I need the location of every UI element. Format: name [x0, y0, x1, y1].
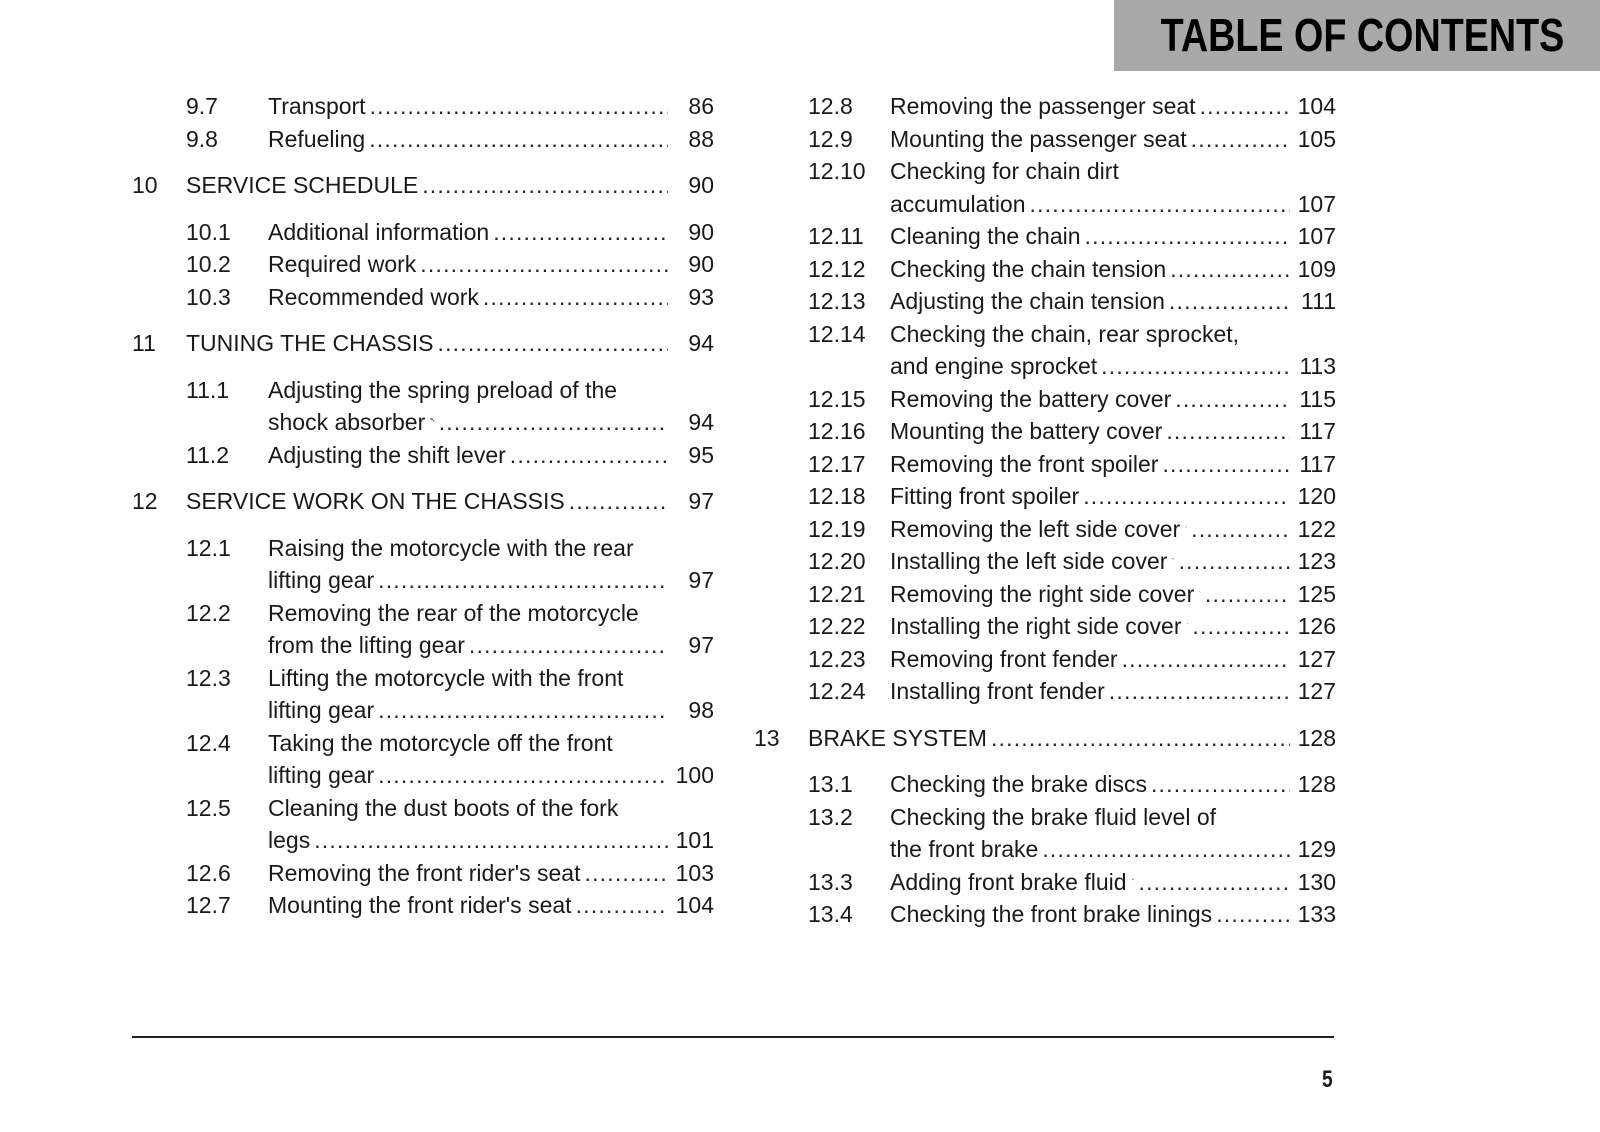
toc-section-entry[interactable]: [754, 610, 1336, 643]
entry-page-number[interactable]: 111: [1301, 288, 1336, 314]
wrench-icon: [1132, 870, 1135, 890]
entry-number: 9.8: [186, 125, 218, 152]
entry-title: Removing the passenger seat: [890, 93, 1196, 119]
toc-section-entry[interactable]: [754, 643, 1336, 676]
entry-title: Removing the left side cover: [890, 515, 1181, 542]
entry-page-number[interactable]: 101: [675, 827, 714, 853]
dot-leader: [1138, 866, 1290, 899]
entry-title: Checking the brake discs: [890, 771, 1147, 797]
dot-leader: [370, 90, 668, 123]
toc-left-column: [132, 90, 714, 922]
dot-leader: [1101, 350, 1290, 383]
entry-page-number[interactable]: 86: [688, 93, 714, 119]
entry-title: BRAKE SYSTEM: [808, 724, 987, 751]
entry-number: 12.20: [808, 548, 866, 574]
dot-leader: [438, 327, 669, 360]
dot-leader: [991, 722, 1290, 755]
entry-number: 12.4: [186, 729, 231, 756]
entry-page-number[interactable]: 126: [1297, 613, 1336, 639]
entry-title: lifting gear: [268, 567, 375, 593]
entry-number: 12.19: [808, 515, 866, 542]
entry-number: 12.23: [808, 645, 866, 672]
dot-leader: [576, 889, 668, 922]
entry-page-number[interactable]: 93: [688, 283, 714, 310]
toc-section-entry[interactable]: [132, 248, 714, 281]
entry-title: Refueling: [268, 125, 366, 152]
entry-title: Required work: [268, 251, 417, 277]
entry-number: 12.13: [808, 288, 866, 314]
dot-leader: [1030, 188, 1290, 221]
entry-number: 12.8: [808, 93, 853, 119]
entry-title: from the lifting gear: [268, 632, 465, 658]
dot-leader: [510, 439, 668, 472]
toc-section-entry[interactable]: [132, 216, 714, 249]
toc-section-entry[interactable]: [132, 123, 714, 156]
dot-leader: [469, 629, 668, 662]
toc-section-entry[interactable]: [754, 318, 1336, 383]
entry-title: Removing the front rider's seat: [268, 859, 581, 886]
entry-page-number[interactable]: 94: [688, 409, 714, 435]
entry-title: Mounting the front rider's seat: [268, 892, 572, 918]
entry-title: Adjusting the chain tension: [890, 288, 1165, 314]
dot-leader: [1205, 578, 1290, 611]
toc-section-entry[interactable]: [754, 675, 1336, 708]
entry-page-number[interactable]: 103: [675, 859, 714, 886]
entry-number: 11.1: [186, 376, 230, 403]
entry-page-number[interactable]: 133: [1297, 901, 1336, 927]
toc-section-entry[interactable]: [754, 220, 1336, 253]
entry-page-number[interactable]: 97: [688, 632, 714, 658]
entry-page-number[interactable]: 90: [688, 251, 714, 277]
entry-page-number[interactable]: 128: [1297, 724, 1336, 751]
entry-number: 12.12: [808, 255, 866, 282]
entry-title: Cleaning the chain: [890, 223, 1081, 249]
entry-page-number[interactable]: 90: [688, 218, 714, 245]
dot-leader: [439, 406, 668, 439]
toc-section-entry[interactable]: [132, 597, 714, 662]
entry-page-number[interactable]: 100: [675, 762, 714, 788]
dot-leader: [1191, 513, 1290, 546]
toc-section-entry[interactable]: [754, 415, 1336, 448]
entry-title: Checking the brake fluid level of: [890, 803, 1217, 830]
entry-title: Cleaning the dust boots of the fork: [268, 794, 619, 821]
dot-leader: [378, 694, 668, 727]
toc-section-entry[interactable]: [132, 857, 714, 890]
toc-section-entry[interactable]: [754, 253, 1336, 286]
entry-title: Raising the motorcycle with the rear: [268, 534, 634, 561]
entry-number: 12.10: [808, 158, 866, 184]
toc-section-entry[interactable]: [754, 155, 1336, 220]
entry-page-number[interactable]: 105: [1297, 125, 1336, 152]
entry-page-number[interactable]: 127: [1297, 678, 1336, 704]
entry-title: Checking the chain, rear sprocket,: [890, 320, 1240, 347]
entry-page-number[interactable]: 115: [1299, 385, 1336, 412]
toc-chapter-entry[interactable]: [132, 485, 714, 518]
entry-number: 12.5: [186, 794, 231, 821]
entry-number: 13.3: [808, 868, 853, 895]
entry-number: 9.7: [186, 93, 218, 119]
entry-title: lifting gear: [268, 697, 375, 723]
entry-title: Lifting the motorcycle with the front: [268, 664, 624, 691]
dot-leader: [1122, 643, 1290, 676]
entry-page-number[interactable]: 107: [1297, 190, 1336, 217]
entry-title: Transport: [268, 93, 366, 119]
entry-page-number[interactable]: 117: [1299, 450, 1336, 477]
entry-page-number[interactable]: 120: [1297, 483, 1336, 509]
wrench-icon: [430, 410, 434, 430]
entry-number: 10.1: [186, 218, 231, 245]
entry-page-number[interactable]: 123: [1297, 548, 1336, 574]
entry-number: 13.2: [808, 803, 853, 830]
entry-title: Checking for chain dirt: [890, 158, 1119, 184]
toc-section-entry[interactable]: [754, 545, 1336, 578]
header-band: [1114, 0, 1600, 71]
entry-page-number[interactable]: 90: [688, 172, 714, 198]
dot-leader: [1200, 90, 1290, 123]
toc-section-entry[interactable]: [754, 383, 1336, 416]
entry-number: 12.6: [186, 859, 231, 886]
dot-leader: [584, 857, 668, 890]
entry-title: Adjusting the shift lever: [268, 441, 506, 468]
entry-title: legs: [268, 827, 311, 853]
entry-title: Mounting the passenger seat: [890, 125, 1187, 152]
entry-number: 12.7: [186, 892, 231, 918]
entry-title: Installing the right side cover: [890, 613, 1182, 639]
entry-page-number[interactable]: 97: [688, 488, 714, 514]
dot-leader: [1109, 675, 1290, 708]
dot-leader: [1083, 480, 1290, 513]
entry-number: 12.24: [808, 678, 866, 704]
dot-leader: [369, 123, 668, 156]
dot-leader: [493, 216, 668, 249]
entry-number: 12: [132, 488, 158, 514]
toc-section-entry[interactable]: [754, 513, 1336, 546]
toc-right-column: [754, 90, 1336, 931]
toc-section-entry[interactable]: [754, 448, 1336, 481]
entry-title: Taking the motorcycle off the front: [268, 729, 613, 756]
entry-number: 12.11: [808, 223, 864, 249]
toc-section-entry[interactable]: [132, 792, 714, 857]
dot-leader: [1162, 448, 1290, 481]
toc-section-entry[interactable]: [132, 281, 714, 314]
dot-leader: [483, 281, 668, 314]
toc-section-entry[interactable]: [754, 578, 1336, 611]
entry-title: Adding front brake fluid: [890, 868, 1127, 895]
toc-section-entry[interactable]: [132, 532, 714, 597]
toc-chapter-entry[interactable]: [132, 169, 714, 202]
dot-leader: [1175, 383, 1290, 416]
entry-title: Removing the right side cover: [890, 580, 1195, 607]
dot-leader: [1169, 285, 1290, 318]
dot-leader: [1192, 610, 1290, 643]
entry-number: 10: [132, 172, 158, 198]
entry-page-number[interactable]: 97: [688, 567, 714, 593]
entry-title: Removing the battery cover: [890, 385, 1172, 412]
entry-title: Mounting the battery cover: [890, 418, 1163, 444]
wrench-icon: [1172, 549, 1174, 569]
wrench-icon: [1187, 614, 1189, 634]
entry-number: 12.22: [808, 613, 866, 639]
entry-number: 11.2: [186, 441, 230, 468]
entry-title: Recommended work: [268, 283, 479, 310]
entry-page-number[interactable]: 129: [1297, 836, 1336, 862]
entry-title: Adjusting the spring preload of the: [268, 376, 618, 403]
dot-leader: [378, 564, 668, 597]
toc-section-entry[interactable]: [132, 662, 714, 727]
entry-number: 12.9: [808, 125, 853, 152]
entry-title: shock absorber: [268, 409, 426, 435]
entry-page-number[interactable]: 113: [1299, 353, 1336, 379]
entry-page-number[interactable]: 95: [688, 441, 714, 468]
entry-number: 11: [132, 330, 156, 356]
entry-title: Additional information: [268, 218, 490, 245]
entry-page-number[interactable]: 125: [1297, 580, 1336, 607]
entry-page-number[interactable]: 130: [1297, 868, 1336, 895]
entry-number: 13.4: [808, 901, 853, 927]
toc-section-entry[interactable]: [132, 374, 714, 439]
entry-page-number[interactable]: 109: [1297, 255, 1336, 282]
entry-title: SERVICE SCHEDULE: [186, 172, 419, 198]
entry-title: SERVICE WORK ON THE CHASSIS: [186, 488, 565, 514]
toc-chapter-entry[interactable]: [754, 722, 1336, 755]
entry-number: 13.1: [808, 771, 853, 797]
toc-section-entry[interactable]: [754, 866, 1336, 899]
entry-page-number[interactable]: 128: [1297, 771, 1336, 797]
entry-title: Checking the front brake linings: [890, 901, 1213, 927]
entry-page-number[interactable]: 117: [1299, 418, 1336, 444]
entry-title: Installing the left side cover: [890, 548, 1168, 574]
dot-leader: [1170, 253, 1290, 286]
entry-title: Installing front fender: [890, 678, 1105, 704]
entry-title: Fitting front spoiler: [890, 483, 1080, 509]
entry-page-number[interactable]: 98: [688, 697, 714, 723]
entry-title: Removing the front spoiler: [890, 450, 1159, 477]
dot-leader: [378, 759, 668, 792]
dot-leader: [422, 169, 668, 202]
dot-leader: [1179, 545, 1290, 578]
entry-title: the front brake: [890, 836, 1039, 862]
entry-title: Checking the chain tension: [890, 255, 1167, 282]
toc-chapter-entry[interactable]: [132, 327, 714, 360]
entry-number: 12.18: [808, 483, 866, 509]
toc-section-entry[interactable]: [754, 801, 1336, 866]
entry-number: 12.16: [808, 418, 866, 444]
entry-page-number[interactable]: 88: [688, 125, 714, 152]
entry-number: 10.2: [186, 251, 231, 277]
toc-section-entry[interactable]: [132, 439, 714, 472]
entry-page-number[interactable]: 104: [1297, 93, 1336, 119]
entry-number: 12.15: [808, 385, 866, 412]
dot-leader: [1085, 220, 1290, 253]
page-number: 5: [1322, 1066, 1333, 1093]
dot-leader: [314, 824, 668, 857]
toc-section-entry[interactable]: [754, 285, 1336, 318]
entry-number: 12.21: [808, 580, 866, 607]
dot-leader: [1151, 768, 1290, 801]
dot-leader: [1042, 833, 1290, 866]
entry-number: 12.14: [808, 320, 866, 347]
entry-title: and engine sprocket: [890, 353, 1098, 379]
entry-title: Removing the rear of the motorcycle: [268, 599, 639, 626]
toc-section-entry[interactable]: [754, 898, 1336, 931]
wrench-icon: [1185, 517, 1187, 537]
entry-page-number[interactable]: 94: [688, 330, 714, 356]
dot-leader: [420, 248, 668, 281]
entry-page-number[interactable]: 107: [1297, 223, 1336, 249]
toc-section-entry[interactable]: [132, 727, 714, 792]
entry-title: Removing front fender: [890, 645, 1118, 672]
dot-leader: [569, 485, 668, 518]
entry-page-number[interactable]: 127: [1297, 645, 1336, 672]
toc-section-entry[interactable]: [754, 480, 1336, 513]
dot-leader: [1216, 898, 1290, 931]
entry-number: 12.1: [186, 534, 231, 561]
footer-divider: [132, 1036, 1334, 1038]
entry-number: 10.3: [186, 283, 231, 310]
entry-title: accumulation: [890, 190, 1026, 217]
entry-number: 12.17: [808, 450, 866, 477]
entry-title: lifting gear: [268, 762, 375, 788]
entry-page-number[interactable]: 122: [1297, 515, 1336, 542]
toc-section-entry[interactable]: [132, 90, 714, 123]
toc-section-entry[interactable]: [754, 123, 1336, 156]
entry-page-number[interactable]: 104: [675, 892, 714, 918]
page-title: TABLE OF CONTENTS: [1160, 9, 1564, 61]
toc-section-entry[interactable]: [754, 768, 1336, 801]
entry-number: 12.3: [186, 664, 231, 691]
entry-number: 13: [754, 724, 780, 751]
entry-number: 12.2: [186, 599, 231, 626]
toc-section-entry[interactable]: [754, 90, 1336, 123]
toc-section-entry[interactable]: [132, 889, 714, 922]
wrench-icon: [1199, 582, 1201, 602]
dot-leader: [1191, 123, 1290, 156]
entry-title: TUNING THE CHASSIS: [186, 330, 434, 356]
dot-leader: [1166, 415, 1290, 448]
